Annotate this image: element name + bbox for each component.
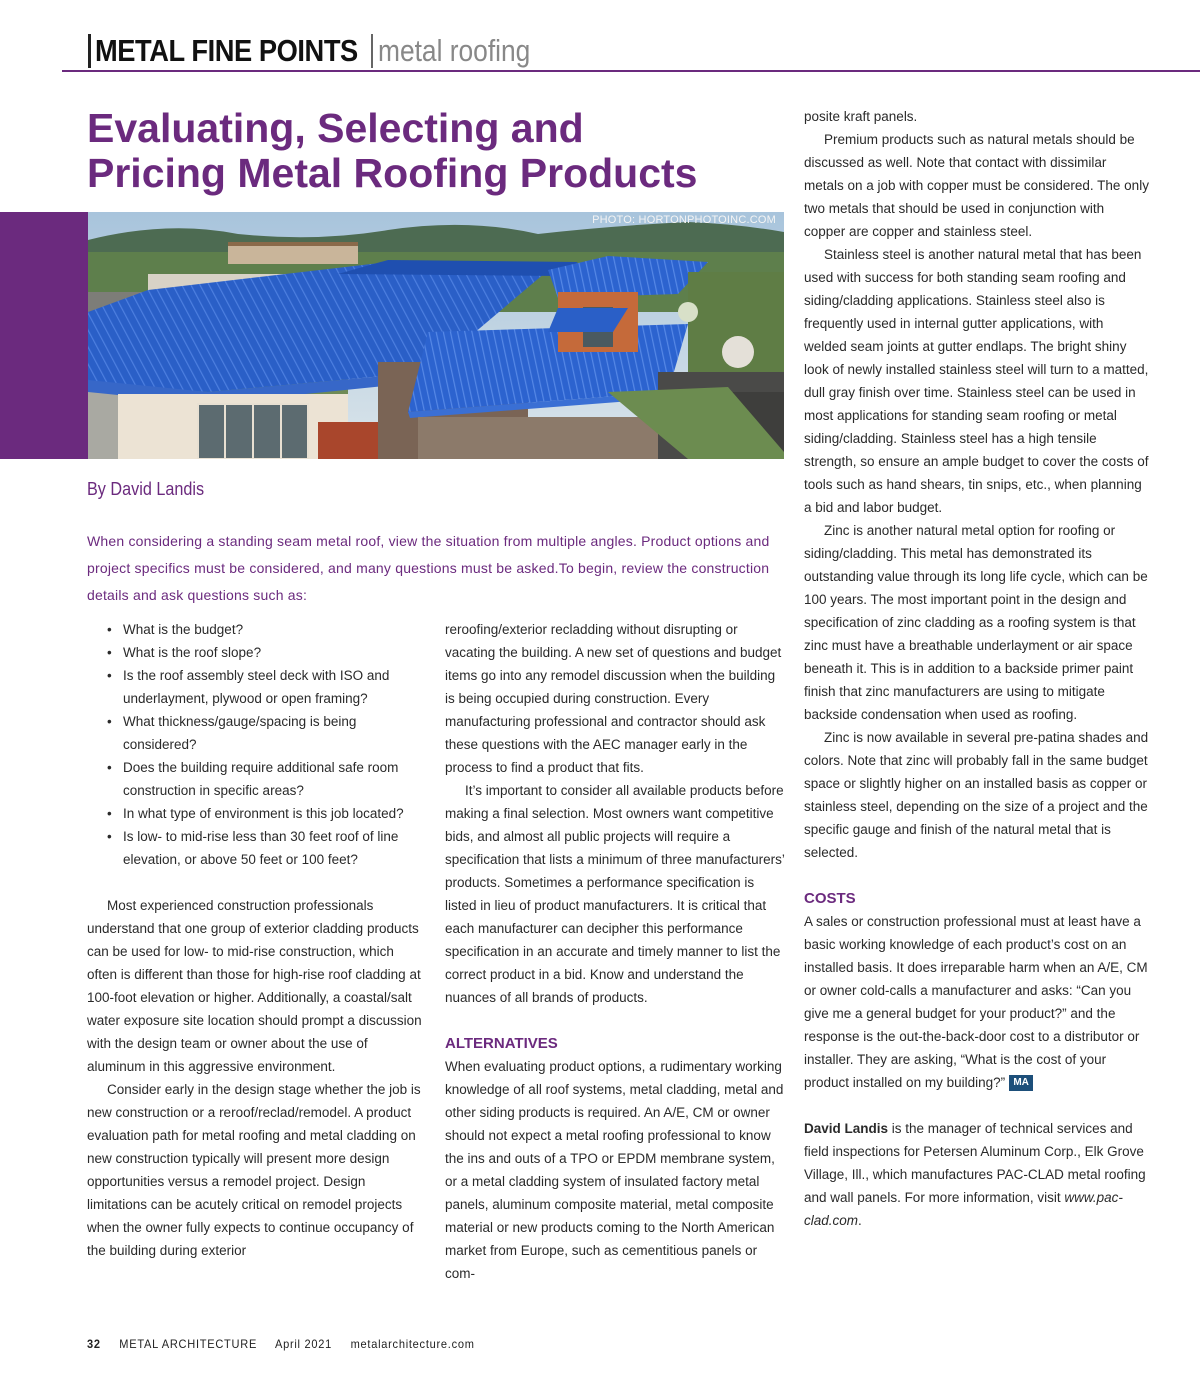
body-paragraph [804,910,1149,1094]
question-item: • Does the building require additional safe room construction in specific areas? [123,756,427,802]
ma-logo-badge: MA [1009,1075,1033,1091]
body-paragraph: Stainless steel is another natural metal that has been used with success for both standing seam roofing and siding/cladding applications. Stainless steel also is frequently used in internal gutter applications, with welded seam joints at gutter endlaps. The bright shiny look of newly installed stainless steel will turn to a matted, dull gray finish over time. Stainless steel can be used in most applications for standing seam roofing or metal siding/cladding. Stainless steel has a high tensile strength, so ensure an ample budget to cover the costs of tools such as hand shears, tin snips, etc., when planning a bid and labor budget. [804,247,1149,515]
author-bio [804,1117,1149,1232]
purple-side-accent [0,212,88,459]
costs-text: A sales or construction professional must at least have a basic working knowledge of each product’s cost on an installed basis. It does irreparable harm when an A/E, CM or owner cold-calls a manufacturer and asks: “Can you give me a general budget for your product?” and the response is the out-the-back-door cost to a distributor or installer. They are asking, “What is the cost of your product installed on my building?” [804,914,1148,1090]
magazine-name: METAL ARCHITECTURE [119,1337,258,1351]
body-paragraph: Zinc is now available in several pre-patina shades and colors. Note that zinc will probably fall in the same budget space or slightly higher on an installed basis as copper or stainless steel, depending on the size of a project and the specific gauge and finish of the natural metal that is selected. [804,730,1149,860]
header-separator [371,34,373,68]
title-line-1: Evaluating, Selecting and [87,105,584,151]
body-paragraph: It’s important to consider all available products before making a final selection. Most owners want competitive bids, and almost all public projects will require a specification that lists a minimum of three manufacturers’ products. Sometimes a performance specification is listed in lieu of product manufacturers. It is critical that each manufacturer can decipher this performance specification in an accurate and timely manner to list the correct product in a bid. Know and understand the nuances of all brands of products. [445,783,785,1005]
bio-text: is the manager of technical services and field inspections for Petersen Aluminum Corp., Elk Grove Village, Ill., which manufactures PAC-CLAD metal roofing and wall panels. For more information, visit [804,1121,1146,1205]
header-left-bar [88,34,91,68]
section-title: METAL FINE POINTS [95,33,358,68]
costs-heading: COSTS [804,890,856,907]
body-paragraph: When evaluating product options, a rudimentary working knowledge of all roof systems, metal cladding, metal and other siding products is required. An A/E, CM or owner should not expect a metal roofing professional to know the ins and outs of a TPO or EPDM membrane system, or a metal cladding system of insulated factory metal panels, aluminum composite material, metal composite material or new products coming to the North American market from Europe, such as cementitious panels or com- [445,1059,784,1281]
author-name: David Landis [804,1121,889,1136]
bio-end: . [858,1213,862,1228]
alternatives-heading: ALTERNATIVES [445,1035,558,1052]
page-footer [87,1337,489,1351]
question-item: • In what type of environment is this job located? [123,802,427,825]
column-right [804,105,1149,1232]
title-line-2: Pricing Metal Roofing Products [87,150,698,196]
byline: By David Landis [87,479,205,499]
body-paragraph: reroofing/exterior recladding without disrupting or vacating the building. A new set of questions and budget items go into any remodel discussion when the building is being occupied during construction. Every manufacturing professional and contractor should ask these questions with the AEC manager early in the process to find a product that fits. [445,622,782,775]
question-item: • Is the roof assembly steel deck with ISO and underlayment, plywood or open framing? [123,664,427,710]
body-paragraph: posite kraft panels. [804,109,918,124]
question-list [87,618,427,871]
question-item: • Is low- to mid-rise less than 30 feet roof of line elevation, or above 50 feet or 100 feet? [123,825,427,871]
column-middle [445,618,787,1285]
body-paragraph: Zinc is another natural metal option for roofing or siding/cladding. This metal has demonstrated its outstanding value through its long life cycle, which can be 100 years. The most important point in the design and specification of zinc cladding as a roofing system is that zinc must have a breathable underlayment or air space beneath it. This is in addition to a backside primer paint finish that zinc manufacturers are using to mitigate backside condensation when used as roofing. [804,523,1148,722]
issue-date: April 2021 [274,1337,333,1351]
header-rule [62,70,1200,72]
body-paragraph: Consider early in the design stage whether the job is new construction or a reroof/reclad/remodel. A product evaluation path for metal roofing and metal cladding on new construction typically will present more design opportunities versus a remodel project. Design limitations can be acutely critical on remodel projects when the owner fully expects to continue occupancy of the building during exterior [87,1082,421,1258]
hero-photo [88,212,784,459]
photo-credit: PHOTO: HORTONPHOTOINC.COM [592,214,776,226]
body-paragraph: Premium products such as natural metals should be discussed as well. Note that contact with dissimilar metals on a job with copper must be considered. The only two metals that should be used in conjunction with copper are copper and stainless steel. [804,132,1149,239]
question-item: • What is the budget? [123,618,427,641]
section-topic: metal roofing [378,33,531,68]
section-header [0,30,1200,74]
website: metalarchitecture.com [350,1337,475,1351]
website-link[interactable]: www.pac-clad.com [804,1190,1123,1228]
roof-illustration [88,212,784,459]
question-item: • What is the roof slope? [123,641,427,664]
body-paragraph: Most experienced construction professionals understand that one group of exterior cladding products can be used for low- to mid-rise construction, which often is different than those for high-rise roof cladding at 100-foot elevation or higher. Additionally, a coastal/salt water exposure site location should prompt a discussion with the design team or owner about the use of aluminum in this aggressive environment. [87,898,422,1074]
intro-paragraph: When considering a standing seam metal roof, view the situation from multiple angles. Product options and project specifics must be considered, and many questions must be asked.To begin, review the construction details and ask questions such as: [87,533,770,603]
column-left [87,618,427,1262]
page-number: 32 [87,1337,101,1351]
article-title [87,106,787,196]
question-item: • What thickness/gauge/spacing is being considered? [123,710,427,756]
